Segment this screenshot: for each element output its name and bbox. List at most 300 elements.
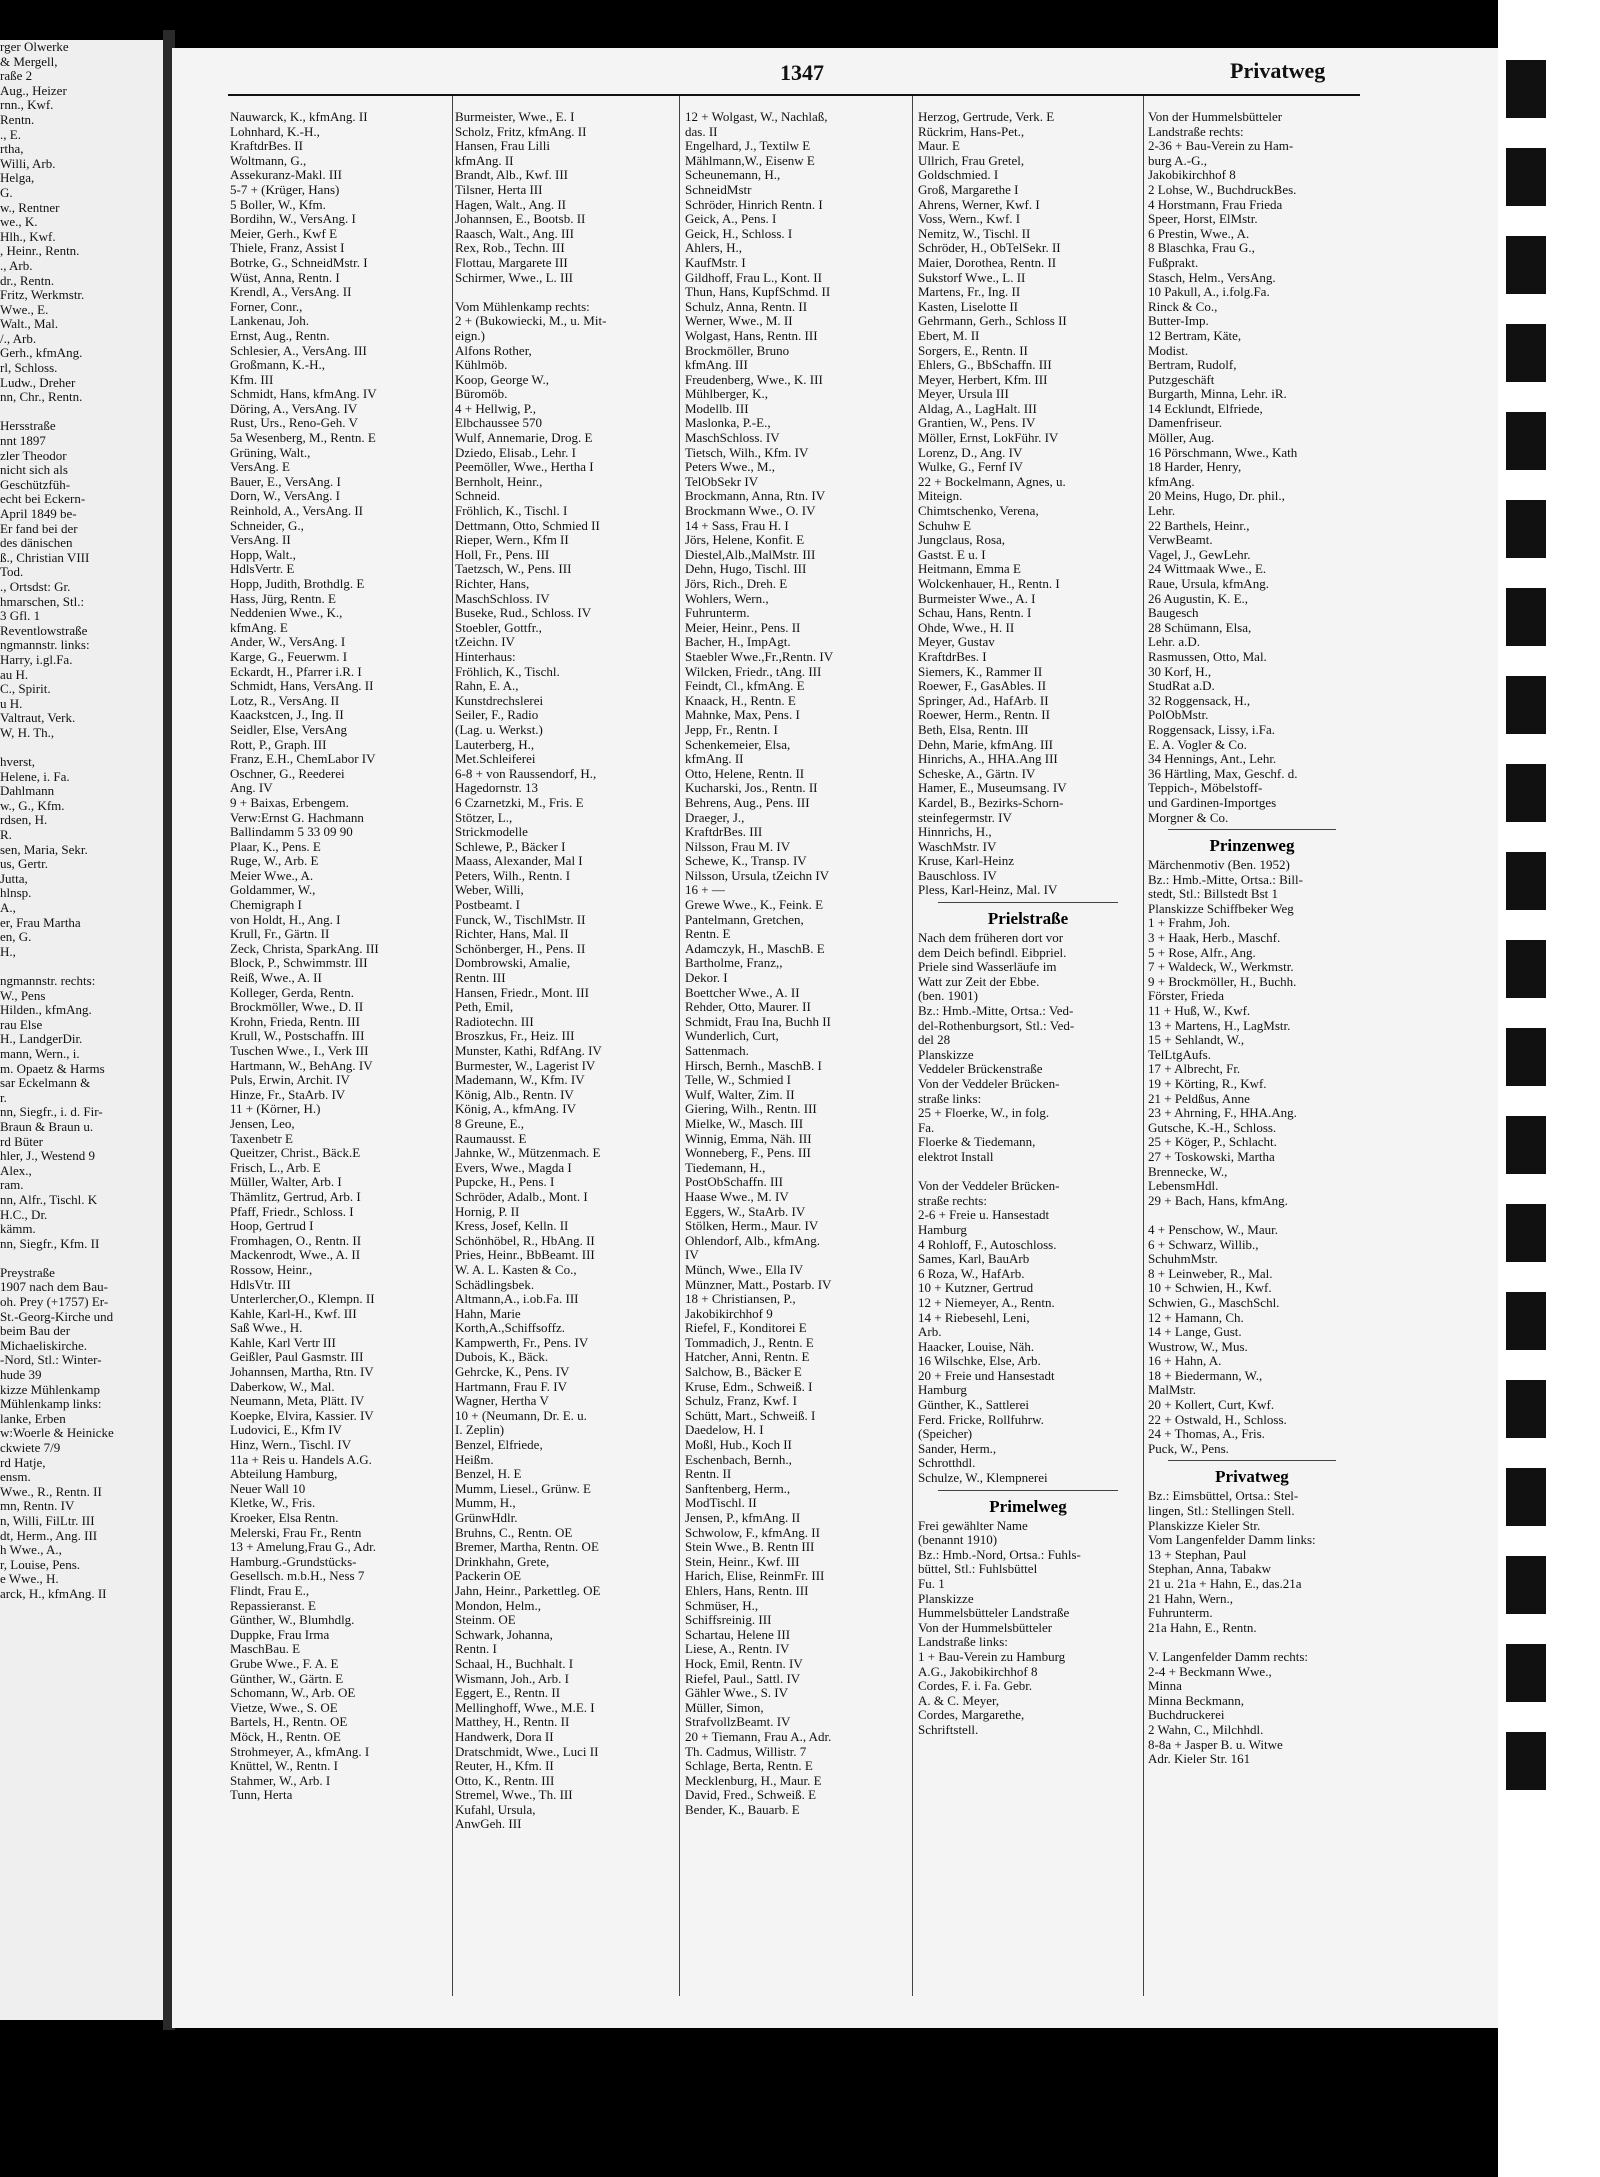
directory-entry: VersAng. E bbox=[230, 459, 290, 475]
directory-entry: 6 + Schwarz, Willib., bbox=[1148, 1236, 1259, 1252]
directory-entry: Von der Hummelsbütteler bbox=[918, 1619, 1053, 1635]
directory-entry: Hamburg.-Grundstücks- bbox=[230, 1553, 357, 1569]
section-rule bbox=[1168, 1460, 1336, 1461]
directory-entry: Jörs, Rich., Dreh. E bbox=[685, 576, 788, 591]
directory-entry: Bender, K., Bauarb. E bbox=[685, 1801, 800, 1817]
directory-entry: Priele sind Wasserläufe im bbox=[918, 959, 1057, 975]
directory-entry: Dettmann, Otto, Schmied II bbox=[455, 517, 600, 533]
primelweg-entries bbox=[918, 1519, 1138, 1738]
directory-entry: Burmeister, Wwe., E. I bbox=[455, 109, 575, 124]
directory-entry: Wüst, Anna, Rentn. I bbox=[230, 269, 340, 285]
running-head: Privatweg bbox=[1230, 58, 1326, 83]
directory-entry: Wagner, Hertha V bbox=[455, 1393, 549, 1409]
directory-entry: Beth, Elsa, Rentn. III bbox=[918, 721, 1029, 737]
directory-entry: Fröhlich, K., Tischl. bbox=[455, 663, 560, 679]
directory-entry: Helga, bbox=[0, 170, 35, 186]
directory-entry: WaschMstr. IV bbox=[918, 838, 997, 854]
privatweg-entries bbox=[1148, 1489, 1356, 1766]
directory-entry: Schwolow, F., kfmAng. II bbox=[685, 1524, 820, 1540]
directory-entry: Meier Wwe., A. bbox=[230, 867, 314, 883]
directory-entry: Puls, Erwin, Archit. IV bbox=[230, 1072, 350, 1088]
directory-entry: Nach dem früheren dort vor bbox=[918, 930, 1064, 946]
directory-entry: Postbeamt. I bbox=[455, 897, 520, 913]
directory-entry: Tuschen Wwe., I., Verk III bbox=[230, 1043, 369, 1058]
directory-entry: Rex, Rob., Techn. III bbox=[455, 240, 565, 256]
directory-entry: Wulf, Annemarie, Drog. E bbox=[455, 430, 593, 446]
directory-entry: Grewe Wwe., K., Feink. E bbox=[685, 897, 824, 913]
directory-entry: Ohde, Wwe., H. II bbox=[918, 619, 1015, 635]
directory-entry: Duppke, Frau Irma bbox=[230, 1626, 330, 1642]
directory-entry: Müller, Walter, Arb. I bbox=[230, 1174, 342, 1190]
directory-entry: Lauterberg, H., bbox=[455, 736, 535, 752]
directory-entry: Fußprakt. bbox=[1148, 254, 1199, 270]
directory-entry: Freudenberg, Wwe., K. III bbox=[685, 371, 823, 387]
directory-entry: straße rechts: bbox=[918, 1192, 987, 1208]
column-5 bbox=[1148, 110, 1356, 1767]
directory-entry: 12 Bertram, Käte, bbox=[1148, 327, 1242, 343]
directory-entry: Planskizze Kieler Str. bbox=[1148, 1517, 1261, 1533]
directory-entry: des dänischen bbox=[0, 535, 73, 551]
directory-entry: Kunstdrechslerei bbox=[455, 692, 544, 708]
directory-entry: KraftdrBes. I bbox=[918, 648, 987, 664]
directory-entry: Schau, Hans, Rentn. I bbox=[918, 605, 1032, 621]
directory-entry: del-Rothenburgsort, Stl.: Ved- bbox=[918, 1017, 1075, 1033]
directory-entry: Chemigraph I bbox=[230, 897, 302, 913]
directory-entry: Ahrens, Werner, Kwf. I bbox=[918, 196, 1040, 212]
directory-entry: H.C., Dr. bbox=[0, 1206, 48, 1222]
directory-entry: Wolgast, Hans, Rentn. III bbox=[685, 327, 818, 343]
directory-entry: Elbchaussee 570 bbox=[455, 415, 543, 431]
directory-entry: MalMstr. bbox=[1148, 1382, 1197, 1398]
directory-entry: A. & C. Meyer, bbox=[918, 1692, 1000, 1708]
directory-entry: Hornig, P. II bbox=[455, 1203, 520, 1219]
directory-entry: Sorgers, E., Rentn. II bbox=[918, 342, 1028, 358]
directory-entry: 11 + (Körner, H.) bbox=[230, 1101, 321, 1117]
directory-entry: W. A. L. Kasten & Co., bbox=[455, 1261, 577, 1277]
directory-entry: arck, H., kfmAng. II bbox=[0, 1585, 107, 1601]
directory-entry: Mahnke, Max, Pens. I bbox=[685, 707, 800, 723]
directory-entry: ckwiete 7/9 bbox=[0, 1440, 61, 1455]
directory-entry bbox=[1148, 1208, 1356, 1223]
directory-entry: Broszkus, Fr., Heiz. III bbox=[455, 1028, 575, 1044]
directory-entry: Goldschmied. I bbox=[918, 167, 999, 183]
directory-entry: Schartau, Helene III bbox=[685, 1626, 791, 1642]
directory-entry: Er fand bei der bbox=[0, 520, 78, 536]
directory-entry: Mählmann,W., Eisenw E bbox=[685, 152, 815, 168]
directory-entry: 16 + — bbox=[685, 882, 725, 898]
directory-entry: Rossow, Heinr., bbox=[230, 1261, 313, 1277]
directory-entry: Schulz, Anna, Rentn. II bbox=[685, 298, 808, 314]
directory-entry: Rott, P., Graph. III bbox=[230, 736, 327, 752]
directory-entry: TelLtgAufs. bbox=[1148, 1046, 1211, 1062]
directory-entry: Draeger, J., bbox=[685, 809, 745, 825]
directory-entry: 1907 nach dem Bau- bbox=[0, 1279, 108, 1295]
directory-entry: Maass, Alexander, Mal I bbox=[455, 853, 583, 869]
directory-entry: Peters, Wilh., Rentn. I bbox=[455, 867, 571, 883]
directory-entry: Reventlowstraße bbox=[0, 622, 88, 638]
directory-entry: 6-8 + von Raussendorf, H., bbox=[455, 765, 597, 781]
directory-entry: 8 Blaschka, Frau G., bbox=[1148, 240, 1255, 256]
directory-entry: Miteign. bbox=[918, 488, 963, 504]
directory-entry: Ullrich, Frau Gretel, bbox=[918, 152, 1025, 168]
directory-entry: Ludovici, E., Kfm IV bbox=[230, 1422, 342, 1438]
directory-entry: Kasten, Liselotte II bbox=[918, 298, 1018, 314]
directory-entry: Wwe., R., Rentn. II bbox=[0, 1483, 102, 1499]
directory-entry: Hamburg bbox=[918, 1382, 967, 1398]
directory-entry: Verw:Ernst G. Hachmann bbox=[230, 809, 364, 825]
directory-entry: mann, Wern., i. bbox=[0, 1045, 80, 1061]
directory-entry: Ohlendorf, Alb., kfmAng. bbox=[685, 1232, 821, 1248]
directory-entry: Aldag, A., LagHalt. III bbox=[918, 400, 1037, 416]
directory-entry: Hamer, E., Museumsang. IV bbox=[918, 780, 1067, 796]
directory-entry: kfmAng. II bbox=[455, 152, 514, 168]
directory-entry: Dombrowski, Amalie, bbox=[455, 955, 571, 971]
directory-entry: 6 Roza, W., HafArb. bbox=[918, 1265, 1025, 1281]
directory-entry: Unterlercher,O., Klempn. II bbox=[230, 1291, 375, 1307]
directory-entry: Möck, H., Rentn. OE bbox=[230, 1728, 341, 1744]
directory-entry: 14 + Sass, Frau H. I bbox=[685, 517, 789, 533]
directory-entry: hlnsp. bbox=[0, 885, 32, 901]
directory-entry: & Mergell, bbox=[0, 53, 58, 69]
directory-entry: Handwerk, Dora II bbox=[455, 1728, 554, 1744]
directory-entry: Altmann,A., i.ob.Fa. III bbox=[455, 1291, 579, 1307]
section-rule bbox=[938, 1490, 1118, 1491]
directory-entry: we., K. bbox=[0, 214, 38, 230]
directory-entry: Sames, Karl, BauArb bbox=[918, 1251, 1030, 1267]
directory-entry: 30 Korf, H., bbox=[1148, 663, 1212, 679]
directory-entry: Maslonka, P.-E., bbox=[685, 415, 771, 431]
column-4-entries bbox=[918, 110, 1138, 898]
directory-entry: Großmann, K.-H., bbox=[230, 357, 325, 373]
directory-entry: R. bbox=[0, 827, 12, 843]
directory-entry: hude 39 bbox=[0, 1367, 42, 1383]
directory-entry: 25 + Köger, P., Schlacht. bbox=[1148, 1134, 1277, 1150]
directory-entry: Jepp, Fr., Rentn. I bbox=[685, 721, 778, 737]
directory-entry: Stein Wwe., B. Rentn III bbox=[685, 1539, 815, 1555]
directory-entry: Repassieranst. E bbox=[230, 1597, 316, 1613]
directory-entry: Brennecke, W., bbox=[1148, 1163, 1228, 1179]
directory-entry: Hoop, Gertrud I bbox=[230, 1218, 314, 1234]
directory-entry: Feindt, Cl., kfmAng. E bbox=[685, 678, 805, 694]
directory-entry: Pless, Karl-Heinz, Mal. IV bbox=[918, 882, 1058, 898]
directory-entry: 13 + Martens, H., LagMstr. bbox=[1148, 1017, 1291, 1033]
directory-entry: Heißm. bbox=[455, 1451, 494, 1467]
directory-entry: Kufahl, Ursula, bbox=[455, 1801, 536, 1817]
directory-entry: Vom Langenfelder Damm links: bbox=[1148, 1532, 1316, 1548]
directory-entry: ram. bbox=[0, 1177, 24, 1193]
directory-entry: Koepke, Elvira, Kassier. IV bbox=[230, 1407, 374, 1423]
directory-entry: Kruse, Edm., Schweiß. I bbox=[685, 1378, 813, 1394]
directory-entry: del 28 bbox=[918, 1032, 951, 1048]
directory-entry: Kucharski, Jos., Rentn. II bbox=[685, 780, 818, 796]
directory-entry: Möller, Ernst, LokFühr. IV bbox=[918, 430, 1059, 446]
directory-entry: Modist. bbox=[1148, 342, 1189, 358]
directory-entry: Chimtschenko, Verena, bbox=[918, 503, 1039, 519]
directory-entry: Meyer, Ursula III bbox=[918, 386, 1009, 402]
directory-entry: 4 Rohloff, F., Autoschloss. bbox=[918, 1236, 1057, 1252]
directory-entry: hmarschen, Stl.: bbox=[0, 593, 85, 609]
directory-entry: Botrke, G., SchneidMstr. I bbox=[230, 254, 368, 270]
directory-entry: Bz.: Hmb.-Mitte, Ortsa.: Bill- bbox=[1148, 871, 1303, 887]
street-heading-primelweg: Primelweg bbox=[989, 1496, 1067, 1516]
directory-entry: Schneid. bbox=[455, 488, 501, 504]
directory-entry: Riefel, Paul., Sattl. IV bbox=[685, 1670, 801, 1686]
directory-entry: Cordes, F. i. Fa. Gebr. bbox=[918, 1678, 1033, 1694]
directory-entry: Daedelow, H. I bbox=[685, 1422, 764, 1438]
directory-entry: Eckardt, H., Pfarrer i.R. I bbox=[230, 663, 362, 679]
directory-entry: Adr. Kieler Str. 161 bbox=[1148, 1751, 1251, 1767]
directory-entry: W, H. Th., bbox=[0, 724, 55, 740]
directory-entry: Peth, Emil, bbox=[455, 999, 514, 1015]
directory-entry: m. Opaetz & Harms bbox=[0, 1060, 105, 1076]
directory-entry: Stoebler, Gottfr., bbox=[455, 619, 542, 635]
directory-entry: Braun & Braun u. bbox=[0, 1118, 94, 1134]
column-2 bbox=[455, 110, 673, 1832]
directory-entry: Thun, Hans, KupfSchmd. II bbox=[685, 284, 831, 300]
directory-entry: Von der Veddeler Brücken- bbox=[918, 1178, 1060, 1194]
directory-entry: Kampwerth, Fr., Pens. IV bbox=[455, 1334, 589, 1350]
column-5-entries bbox=[1148, 110, 1356, 825]
directory-entry: 21 u. 21a + Hahn, E., das.21a bbox=[1148, 1576, 1302, 1591]
directory-entry: 13 + Stephan, Paul bbox=[1148, 1546, 1247, 1562]
directory-entry: Weber, Willi, bbox=[455, 882, 524, 898]
directory-entry: Neumann, Meta, Plätt. IV bbox=[230, 1393, 365, 1409]
directory-entry: rnn., Kwf. bbox=[0, 97, 54, 113]
directory-entry: Raasch, Walt., Ang. III bbox=[455, 225, 574, 241]
directory-entry: Dehn, Marie, kfmAng. III bbox=[918, 736, 1054, 752]
directory-entry: Brockmann, Anna, Rtn. IV bbox=[685, 488, 826, 504]
directory-entry bbox=[0, 959, 155, 974]
directory-entry: Planskizze bbox=[918, 1590, 974, 1606]
directory-entry: Jahnke, W., Mützenmach. E bbox=[455, 1145, 601, 1161]
directory-entry: Schiffsreinig. III bbox=[685, 1612, 772, 1628]
directory-entry: Lorenz, D., Ang. IV bbox=[918, 444, 1023, 460]
directory-entry: Jahn, Heinr., Parkettleg. OE bbox=[455, 1582, 601, 1598]
directory-entry: Bruhns, C., Rentn. OE bbox=[455, 1524, 573, 1540]
directory-entry: en, G. bbox=[0, 929, 32, 945]
directory-entry: Arb. bbox=[918, 1324, 942, 1340]
directory-entry: rd Hatje, bbox=[0, 1454, 46, 1470]
directory-entry: Minna bbox=[1148, 1678, 1182, 1694]
directory-entry: Forner, Conr., bbox=[230, 298, 303, 314]
header-rule bbox=[228, 94, 1360, 96]
directory-entry: Bz.: Hmb.-Nord, Ortsa.: Fuhls- bbox=[918, 1546, 1081, 1562]
directory-entry: VerwBeamt. bbox=[1148, 532, 1213, 548]
directory-entry: rau Else bbox=[0, 1016, 43, 1032]
directory-entry: 2 + (Bukowiecki, M., u. Mit- bbox=[455, 313, 607, 329]
directory-entry: Schmidt, Frau Ina, Buchh II bbox=[685, 1013, 831, 1029]
directory-entry: 10 + Kutzner, Gertrud bbox=[918, 1280, 1034, 1296]
directory-entry: r, Louise, Pens. bbox=[0, 1556, 80, 1572]
directory-entry: Maur. E bbox=[918, 138, 960, 154]
directory-entry: 20 + Tiemann, Frau A., Adr. bbox=[685, 1728, 832, 1744]
directory-entry: Puck, W., Pens. bbox=[1148, 1440, 1229, 1456]
directory-entry: eign.) bbox=[455, 327, 485, 343]
directory-entry: Meyer, Herbert, Kfm. III bbox=[918, 371, 1048, 387]
directory-entry: Johannsen, Martha, Rtn. IV bbox=[230, 1364, 374, 1380]
directory-entry: Cordes, Margarethe, bbox=[918, 1707, 1025, 1723]
street-heading-prinzenweg: Prinzenweg bbox=[1209, 836, 1295, 856]
directory-entry: Stölken, Herm., Maur. IV bbox=[685, 1218, 819, 1234]
directory-entry: Bartels, H., Rentn. OE bbox=[230, 1714, 348, 1730]
directory-entry: Hartmann, Frau F. IV bbox=[455, 1378, 567, 1394]
directory-entry: 1 + Frahm, Joh. bbox=[1148, 915, 1231, 931]
directory-entry: steinfegermstr. IV bbox=[918, 809, 1012, 825]
directory-entry: Sander, Herm., bbox=[918, 1440, 997, 1456]
directory-entry: Willi, Arb. bbox=[0, 155, 56, 171]
directory-entry: Krohn, Frieda, Rentn. III bbox=[230, 1013, 360, 1029]
directory-entry: Hlh., Kwf. bbox=[0, 228, 56, 244]
directory-entry: w:Woerle & Heinicke bbox=[0, 1425, 114, 1441]
directory-entry: nn, Siegfr., i. d. Fir- bbox=[0, 1104, 103, 1120]
directory-entry: Jörs, Helene, Konfit. E bbox=[685, 532, 805, 548]
directory-entry: 16 Pörschmann, Wwe., Kath bbox=[1148, 444, 1298, 460]
directory-entry: Gehrcke, K., Pens. IV bbox=[455, 1364, 570, 1380]
directory-entry: 18 + Christiansen, P., bbox=[685, 1291, 796, 1307]
directory-entry: SchuhmMstr. bbox=[1148, 1251, 1218, 1267]
directory-entry: sar Eckelmann & bbox=[0, 1075, 91, 1091]
directory-entry: Mademann, W., Kfm. IV bbox=[455, 1072, 585, 1088]
directory-entry: w., Rentner bbox=[0, 199, 60, 215]
directory-entry: 29 + Bach, Hans, kfmAng. bbox=[1148, 1192, 1288, 1208]
directory-entry: rger Olwerke bbox=[0, 40, 69, 54]
directory-entry: Frei gewählter Name bbox=[918, 1517, 1028, 1533]
directory-entry: Schmidt, Hans, VersAng. II bbox=[230, 678, 374, 694]
directory-entry: Mielke, W., Masch. III bbox=[685, 1115, 804, 1131]
directory-entry: Hirsch, Bernh., MaschB. I bbox=[685, 1057, 822, 1073]
directory-entry: Lankenau, Joh. bbox=[230, 313, 310, 329]
directory-entry: Sukstorf Wwe., L. II bbox=[918, 269, 1026, 285]
directory-entry bbox=[0, 741, 155, 756]
directory-entry: Von der Hummelsbütteler bbox=[1148, 109, 1283, 124]
directory-entry: nicht sich als bbox=[0, 462, 68, 478]
directory-entry: Rückrim, Hans-Pet., bbox=[918, 123, 1025, 139]
directory-entry: GrünwHdlr. bbox=[455, 1510, 518, 1525]
directory-entry: Gähler Wwe., S. IV bbox=[685, 1685, 789, 1701]
directory-entry: Schröder, H., ObTelSekr. II bbox=[918, 240, 1061, 256]
directory-entry: dt, Herm., Ang. III bbox=[0, 1527, 98, 1543]
directory-entry: Rieper, Wern., Kfm II bbox=[455, 532, 569, 548]
directory-entry: Damenfriseur. bbox=[1148, 415, 1223, 431]
directory-entry: r. bbox=[0, 1089, 7, 1105]
directory-entry: Mumm, Liesel., Grünw. E bbox=[455, 1480, 591, 1496]
directory-entry: Schrotthdl. bbox=[918, 1455, 976, 1471]
directory-entry: h Wwe., A., bbox=[0, 1542, 62, 1558]
column-divider bbox=[679, 96, 680, 1996]
directory-entry: Rentn. E bbox=[685, 926, 731, 942]
directory-entry: Met.Schleiferei bbox=[455, 751, 536, 767]
directory-entry: beim Bau der bbox=[0, 1323, 71, 1339]
directory-entry: -Nord, Stl.: Winter- bbox=[0, 1352, 102, 1368]
directory-entry: 6 Prestin, Wwe., A. bbox=[1148, 225, 1250, 241]
directory-entry: ensm. bbox=[0, 1469, 31, 1485]
directory-entry: StrafvollzBeamt. IV bbox=[685, 1714, 791, 1730]
column-divider bbox=[452, 96, 453, 1996]
directory-entry: Schirmer, Wwe., L. III bbox=[455, 269, 574, 285]
directory-entry bbox=[455, 285, 673, 300]
directory-entry: Voss, Wern., Kwf. I bbox=[918, 211, 1021, 227]
directory-entry: Vom Mühlenkamp rechts: bbox=[455, 298, 590, 314]
directory-entry: Krull, Fr., Gärtn. II bbox=[230, 926, 330, 942]
directory-entry: Wwe., E. bbox=[0, 301, 49, 317]
directory-entry bbox=[0, 1251, 155, 1266]
directory-entry: 5a Wesenberg, M., Rentn. E bbox=[230, 430, 376, 446]
directory-entry: Kardel, B., Bezirks-Schorn- bbox=[918, 794, 1064, 810]
directory-entry: 10 Pakull, A., i.folg.Fa. bbox=[1148, 284, 1270, 300]
directory-entry: Oschner, G., Reederei bbox=[230, 765, 345, 781]
directory-entry: Radiotechn. III bbox=[455, 1013, 534, 1029]
directory-entry: Krendl, A., VersAng. II bbox=[230, 284, 352, 300]
directory-entry: 18 Harder, Henry, bbox=[1148, 459, 1242, 475]
directory-entry: Scheske, A., Gärtn. IV bbox=[918, 765, 1036, 781]
directory-entry: Buchdruckerei bbox=[1148, 1707, 1225, 1723]
directory-entry: Günther, W., Gärtn. E bbox=[230, 1670, 344, 1686]
directory-entry: A., bbox=[0, 900, 16, 916]
directory-entry: hler, J., Westend 9 bbox=[0, 1148, 95, 1164]
directory-entry: , Heinr., Rentn. bbox=[0, 243, 80, 259]
directory-entry: Schlesier, A., VersAng. III bbox=[230, 342, 367, 358]
directory-entry: Schütt, Mart., Schweiß. I bbox=[685, 1407, 816, 1423]
directory-entry: David, Fred., Schweiß. E bbox=[685, 1787, 817, 1803]
directory-entry: dr., Rentn. bbox=[0, 272, 55, 288]
directory-entry: Modellb. III bbox=[685, 400, 749, 416]
directory-entry: Dekor. I bbox=[685, 970, 728, 986]
directory-entry: Stahmer, W., Arb. I bbox=[230, 1772, 331, 1788]
directory-entry: Schmidt, Hans, kfmAng. IV bbox=[230, 386, 377, 402]
directory-entry: Nemitz, W., Tischl. II bbox=[918, 225, 1031, 241]
directory-entry: 34 Hennings, Ant., Lehr. bbox=[1148, 751, 1277, 767]
directory-entry: Korth,A.,Schiffsoffz. bbox=[455, 1320, 566, 1336]
directory-entry: burg A.-G., bbox=[1148, 152, 1207, 168]
directory-entry: Wohlers, Wern., bbox=[685, 590, 769, 606]
directory-entry: 20 Meins, Hugo, Dr. phil., bbox=[1148, 488, 1285, 504]
directory-entry: Haacker, Louise, Näh. bbox=[918, 1338, 1035, 1354]
directory-entry: Otto, K., Rentn. III bbox=[455, 1772, 555, 1788]
directory-entry: Steinm. OE bbox=[455, 1612, 516, 1628]
directory-entry: Scholz, Fritz, kfmAng. II bbox=[455, 123, 587, 139]
directory-entry: StudRat a.D. bbox=[1148, 678, 1215, 694]
directory-entry: zler Theodor bbox=[0, 447, 67, 463]
directory-entry: Telle, W., Schmied I bbox=[685, 1072, 791, 1088]
directory-entry: Walt., Mal. bbox=[0, 316, 59, 332]
directory-entry: 21a Hahn, E., Rentn. bbox=[1148, 1619, 1257, 1635]
directory-entry: Benzel, Elfriede, bbox=[455, 1437, 543, 1453]
directory-entry: 25 + Floerke, W., in folg. bbox=[918, 1105, 1050, 1121]
directory-entry: Valtraut, Verk. bbox=[0, 710, 76, 726]
directory-entry: Thämlitz, Gertrud, Arb. I bbox=[230, 1188, 361, 1204]
directory-entry: Nilsson, Ursula, tZeichn IV bbox=[685, 867, 830, 883]
directory-entry: Daberkow, W., Mal. bbox=[230, 1378, 335, 1394]
directory-entry: Ferd. Fricke, Rollfuhrw. bbox=[918, 1411, 1044, 1427]
directory-entry: Fu. 1 bbox=[918, 1576, 945, 1591]
directory-entry: 7 + Waldeck, W., Werkmstr. bbox=[1148, 959, 1294, 975]
directory-entry: Wunderlich, Curt, bbox=[685, 1028, 779, 1044]
directory-entry: Engelhard, J., Textilw E bbox=[685, 138, 811, 154]
directory-entry: Richter, Hans, bbox=[455, 576, 530, 591]
directory-entry: Hilden., kfmAng. bbox=[0, 1002, 92, 1018]
directory-entry: 10 + (Neumann, Dr. E. u. bbox=[455, 1407, 587, 1423]
directory-entry: dem Deich befindl. Eibpriel. bbox=[918, 944, 1067, 960]
directory-entry bbox=[0, 405, 155, 420]
edge-print-marks bbox=[1506, 60, 1572, 1840]
directory-entry: 27 + Toskowski, Martha bbox=[1148, 1148, 1275, 1164]
page-number: 1347 bbox=[780, 60, 824, 85]
directory-entry: Hummelsbütteler Landstraße bbox=[918, 1605, 1070, 1621]
directory-entry: Ludw., Dreher bbox=[0, 374, 76, 390]
directory-entry: Staebler Wwe.,Fr.,Rentn. IV bbox=[685, 648, 834, 664]
facing-page-fragment bbox=[0, 40, 163, 2020]
directory-entry: Sattenmach. bbox=[685, 1043, 749, 1058]
